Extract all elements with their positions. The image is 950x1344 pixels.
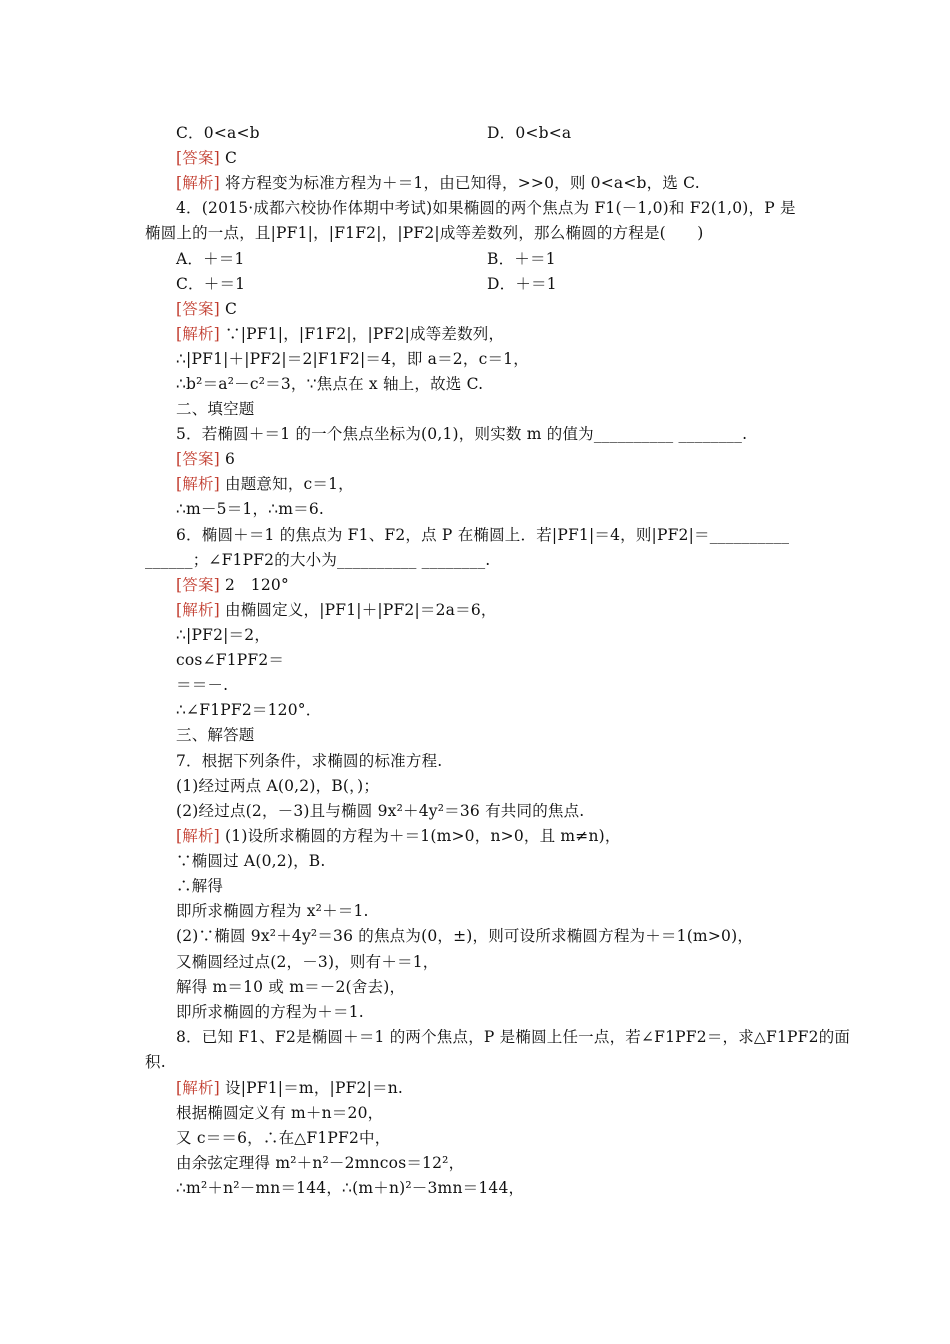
- option-c-q3: C．0<a<b: [176, 124, 260, 142]
- analysis-q4: [解析] ∵|PF1|，|F1F2|，|PF2|成等差数列，: [176, 325, 505, 343]
- question-4-line1: 4．(2015·成都六校协作体期中考试)如果椭圆的两个焦点为 F1(－1,0)和 F2(1,0)，P 是: [176, 199, 796, 217]
- analysis-tag: [解析]: [176, 475, 220, 493]
- analysis-q7-line5: (2)∵椭圆 9x²＋4y²＝36 的焦点为(0，±)，则可设所求椭圆方程为＋＝1(m>0)，: [176, 927, 754, 945]
- answer-q6: [答案] 2 120°: [176, 576, 289, 594]
- option-a-q4: A．＋＝1: [176, 250, 245, 268]
- option-b-q4: B．＋＝1: [487, 250, 556, 268]
- analysis-q7-line3: ∴解得: [176, 877, 224, 895]
- answer-q3: [答案] C: [176, 149, 238, 167]
- analysis-q8-line2: 根据椭圆定义有 m＋n＝20，: [176, 1104, 384, 1122]
- section-heading-fill-blank: 二、填空题: [176, 400, 255, 418]
- analysis-q6-line3: cos∠F1PF2＝: [176, 651, 285, 669]
- option-d-q3: D．0<b<a: [487, 124, 572, 142]
- answer-tag: [答案]: [176, 149, 220, 167]
- analysis-q4-line3: ∴b²＝a²－c²＝3，∵焦点在 x 轴上，故选 C.: [176, 375, 484, 393]
- question-8-line2: 积.: [145, 1053, 166, 1071]
- analysis-q6: [解析] 由椭圆定义，|PF1|＋|PF2|＝2a＝6，: [176, 601, 497, 619]
- question-7-part2: (2)经过点(2，－3)且与椭圆 9x²＋4y²＝36 有共同的焦点.: [176, 802, 585, 820]
- analysis-q3: [解析] 将方程变为标准方程为＋＝1，由已知得，>>0，则 0<a<b，选 C.: [176, 174, 700, 192]
- answer-q5: [答案] 6: [176, 450, 236, 468]
- analysis-q6-line4: ＝＝－.: [176, 676, 229, 694]
- option-d-q4: D．＋＝1: [487, 275, 557, 293]
- analysis-q7-line2: ∵椭圆过 A(0,2)，B.: [176, 852, 326, 870]
- option-c-q4: C．＋＝1: [176, 275, 246, 293]
- analysis-q5-line2: ∴m－5＝1，∴m＝6.: [176, 500, 325, 518]
- answer-q4: [答案] C: [176, 300, 238, 318]
- question-5: 5．若椭圆＋＝1 的一个焦点坐标为(0,1)，则实数 m 的值为__________ ________.: [176, 425, 748, 443]
- analysis-q8-line3: 又 c＝＝6，∴在△F1PF2中，: [176, 1129, 391, 1147]
- question-7-part1: (1)经过两点 A(0,2)，B(，)；: [176, 777, 380, 795]
- analysis-tag: [解析]: [176, 325, 220, 343]
- section-heading-solve: 三、解答题: [176, 726, 255, 744]
- analysis-q7-line6: 又椭圆经过点(2，－3)，则有＋＝1，: [176, 953, 439, 971]
- answer-tag: [答案]: [176, 300, 220, 318]
- answer-tag: [答案]: [176, 576, 220, 594]
- analysis-tag: [解析]: [176, 174, 220, 192]
- question-7: 7．根据下列条件，求椭圆的标准方程.: [176, 752, 443, 770]
- analysis-q8: [解析] 设|PF1|＝m，|PF2|＝n.: [176, 1079, 404, 1097]
- analysis-q7-line8: 即所求椭圆的方程为＋＝1.: [176, 1003, 364, 1021]
- analysis-tag: [解析]: [176, 1079, 220, 1097]
- question-4-line2: 椭圆上的一点，且|PF1|，|F1F2|，|PF2|成等差数列，那么椭圆的方程是( ): [145, 224, 704, 242]
- analysis-q4-line2: ∴|PF1|＋|PF2|＝2|F1F2|＝4，即 a＝2，c＝1，: [176, 350, 529, 368]
- analysis-q7: [解析] (1)设所求椭圆的方程为＋＝1(m>0，n>0，且 m≠n)，: [176, 827, 621, 845]
- answer-tag: [答案]: [176, 450, 220, 468]
- analysis-tag: [解析]: [176, 827, 220, 845]
- analysis-q6-line2: ∴|PF2|＝2，: [176, 626, 271, 644]
- analysis-q8-line4: 由余弦定理得 m²＋n²－2mncos＝12²，: [176, 1154, 465, 1172]
- question-6-line2: ______；∠F1PF2的大小为__________ ________.: [145, 551, 491, 569]
- analysis-q6-line5: ∴∠F1PF2＝120°．: [176, 701, 322, 719]
- analysis-q7-line4: 即所求椭圆方程为 x²＋＝1.: [176, 902, 369, 920]
- question-6-line1: 6．椭圆＋＝1 的焦点为 F1、F2，点 P 在椭圆上．若|PF1|＝4，则|PF2|＝__________: [176, 526, 790, 544]
- analysis-q5: [解析] 由题意知，c＝1，: [176, 475, 354, 493]
- analysis-tag: [解析]: [176, 601, 220, 619]
- question-8-line1: 8．已知 F1、F2是椭圆＋＝1 的两个焦点，P 是椭圆上任一点，若∠F1PF2＝，求△F1PF2的面: [176, 1028, 851, 1046]
- analysis-q8-line5: ∴m²＋n²－mn＝144，∴(m＋n)²－3mn＝144，: [176, 1179, 525, 1197]
- analysis-q7-line7: 解得 m＝10 或 m＝－2(舍去)，: [176, 978, 406, 996]
